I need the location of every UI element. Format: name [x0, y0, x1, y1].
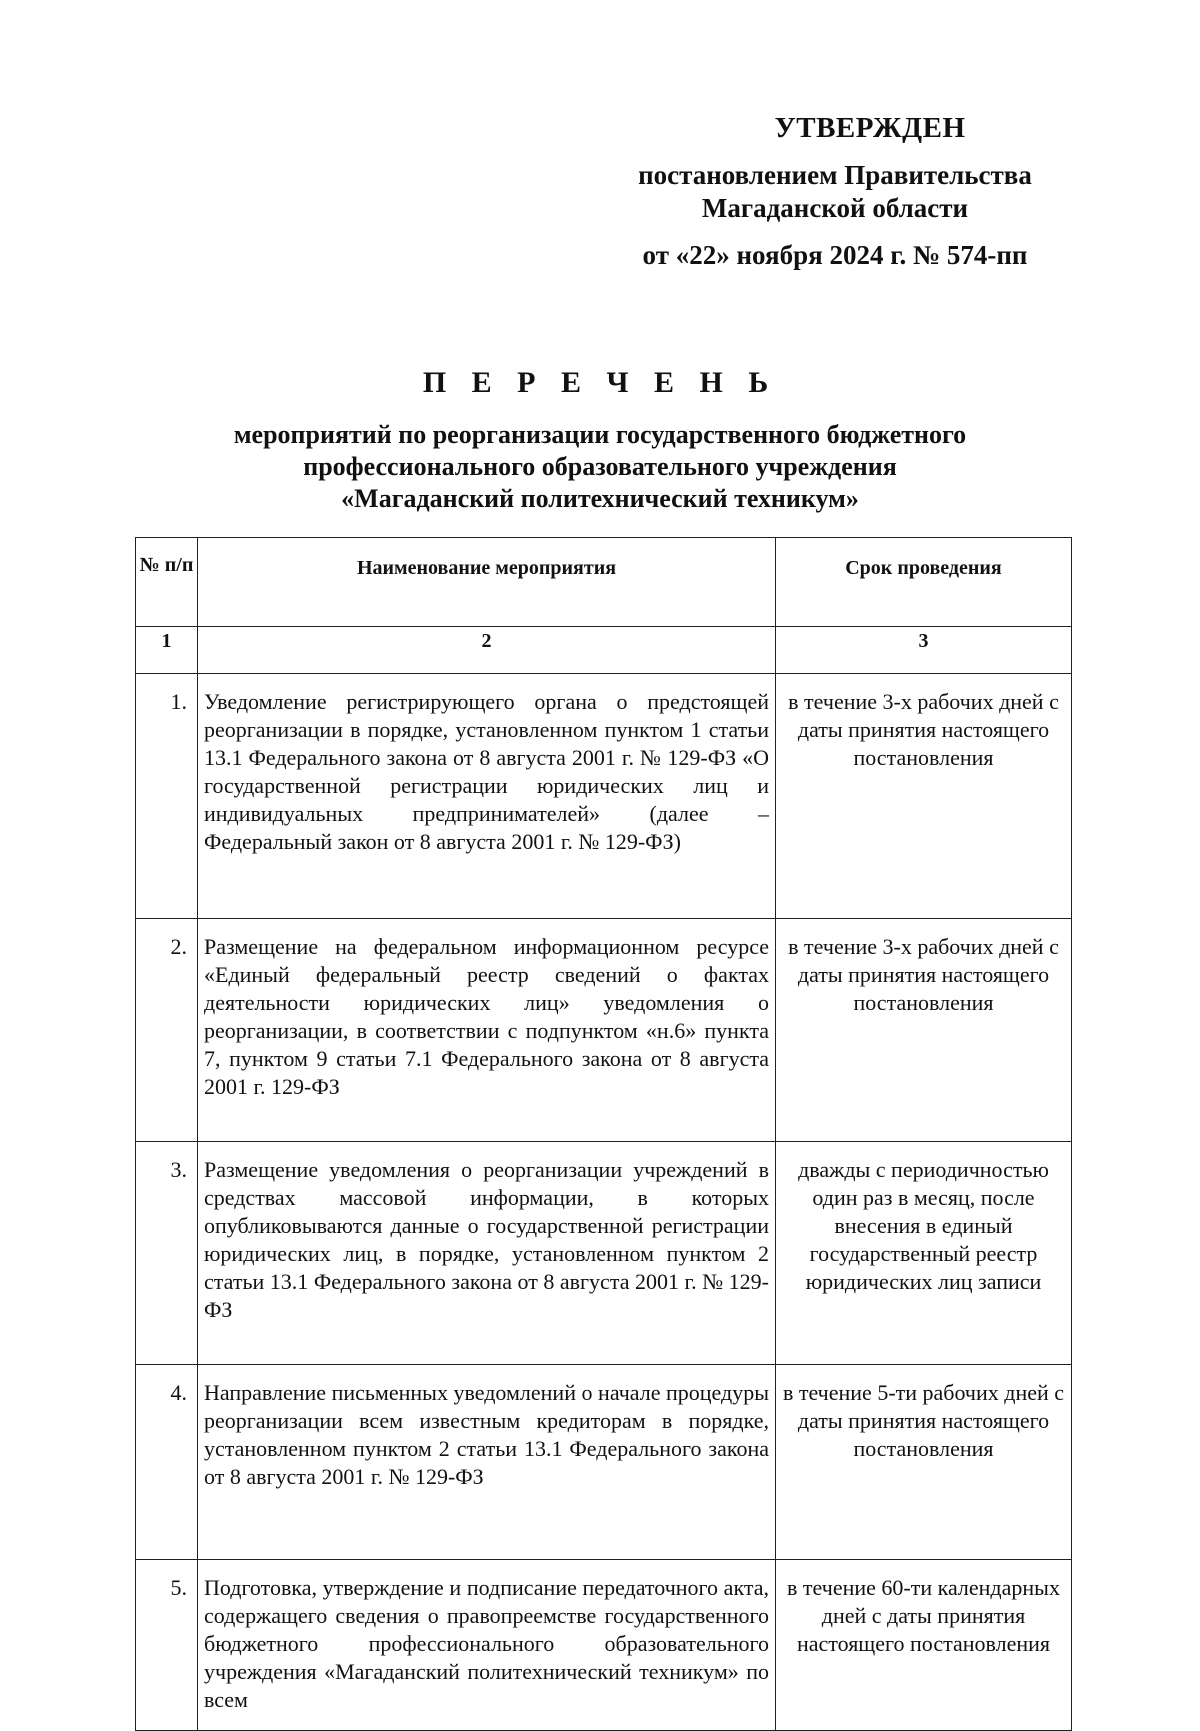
- column-index-1: 1: [136, 627, 198, 674]
- row-measure-name: Размещение на федеральном информационном ресурсе «Единый федеральный реестр сведений о фактах деятельности юридических лиц» уведомления о реорганизации, в соответствии с подпунктом «н.6» пункта 7, пунктом 9 статьи 7.1 Федерального закона от 8 августа 2001 г. 129-ФЗ: [198, 919, 776, 1142]
- table-row: [136, 1560, 1072, 1731]
- subtitle-line-1: мероприятий по реорганизации государственного бюджетного: [233, 420, 967, 449]
- table-header-row: [136, 538, 1072, 627]
- column-index-3: 3: [776, 627, 1072, 674]
- document-subtitle: [120, 419, 1080, 515]
- row-number: 1.: [136, 674, 198, 919]
- document-heading: П Е Р Е Ч Е Н Ь: [422, 366, 778, 399]
- subtitle-line-2: профессионального образовательного учреждения: [303, 452, 897, 481]
- row-measure-name: Направление письменных уведомлений о начале процедуры реорганизации всем известным кредиторам в порядке, установленном пунктом 2 статьи 13.1 Федерального закона от 8 августа 2001 г. № 129-ФЗ: [198, 1365, 776, 1560]
- row-term: дважды с периодичностью один раз в месяц, после внесения в единый государственный реестр юридических лиц записи: [776, 1142, 1072, 1365]
- row-number: 2.: [136, 919, 198, 1142]
- row-term: в течение 3-х рабочих дней с даты принятия настоящего постановления: [776, 919, 1072, 1142]
- row-term: в течение 5-ти рабочих дней с даты принятия настоящего постановления: [776, 1365, 1072, 1560]
- row-measure-name: Подготовка, утверждение и подписание передаточного акта, содержащего сведения о правопреемстве государственного бюджетного профессионального образовательного учреждения «Магаданский политехнический техникум» по всем: [198, 1560, 776, 1731]
- row-measure-name: Размещение уведомления о реорганизации учреждений в средствах массовой информации, в которых опубликовываются данные о государственной регистрации юридических лиц, в порядке, установленном пунктом 2 статьи 13.1 Федерального закона от 8 августа 2001 г. № 129-ФЗ: [198, 1142, 776, 1365]
- row-term: в течение 60-ти календарных дней с даты принятия настоящего постановления: [776, 1560, 1072, 1731]
- table-row: [136, 1365, 1072, 1560]
- measures-table: [135, 537, 1072, 1731]
- approval-date: от «22» ноября 2024 г. № 574-пп: [642, 240, 1028, 270]
- header-number: № п/п: [136, 538, 198, 627]
- table-row: [136, 674, 1072, 919]
- row-number: 4.: [136, 1365, 198, 1560]
- header-term: Срок проведения: [776, 538, 1072, 627]
- approval-issuer-line-1: постановлением Правительства: [638, 160, 1032, 190]
- row-number: 5.: [136, 1560, 198, 1731]
- approval-issuer-line-2: Магаданской области: [701, 193, 969, 223]
- approval-issuer: [600, 159, 1070, 225]
- row-number: 3.: [136, 1142, 198, 1365]
- table-column-index-row: [136, 627, 1072, 674]
- table-row: [136, 1142, 1072, 1365]
- row-term: в течение 3-х рабочих дней с даты принятия настоящего постановления: [776, 674, 1072, 919]
- row-measure-name: Уведомление регистрирующего органа о предстоящей реорганизации в порядке, установленном пунктом 1 статьи 13.1 Федерального закона от 8 августа 2001 г. № 129-ФЗ «О государственной регистрации юридических лиц и индивидуальных предпринимателей» (далее – Федеральный закон от 8 августа 2001 г. № 129-ФЗ): [198, 674, 776, 919]
- table-row: [136, 919, 1072, 1142]
- subtitle-line-3: «Магаданский политехнический техникум»: [341, 484, 859, 513]
- column-index-2: 2: [198, 627, 776, 674]
- approval-block: [600, 112, 1070, 272]
- document-title-block: [120, 363, 1080, 515]
- approval-title: УТВЕРЖДЕН: [774, 112, 966, 144]
- header-measure-name: Наименование мероприятия: [198, 538, 776, 627]
